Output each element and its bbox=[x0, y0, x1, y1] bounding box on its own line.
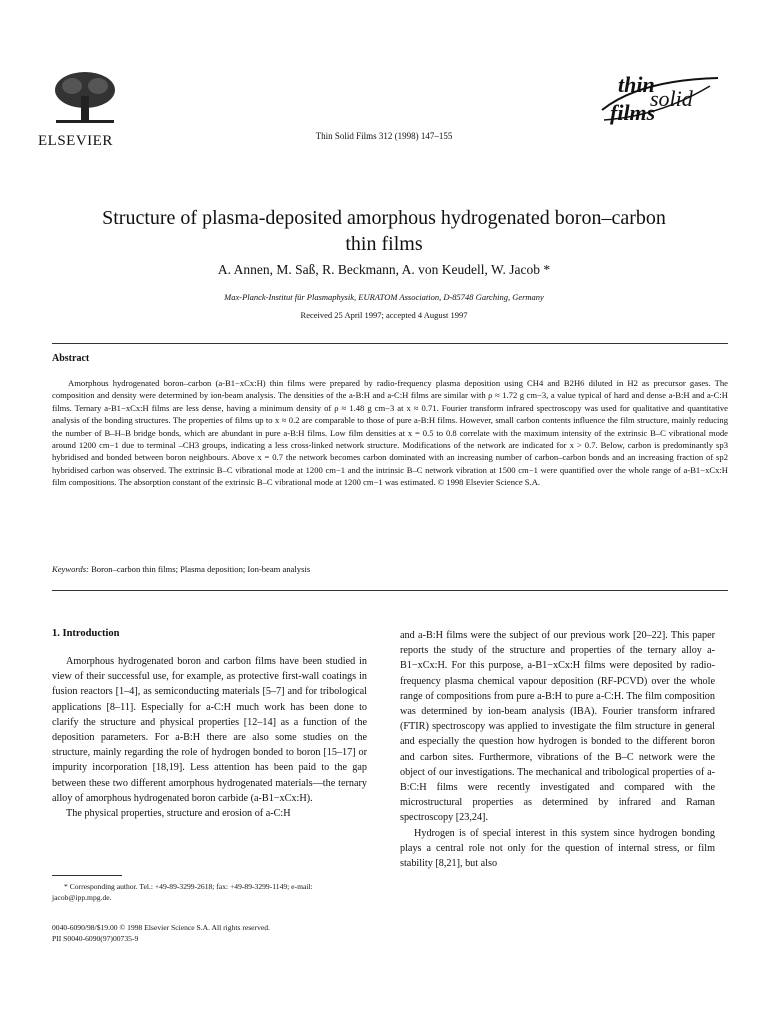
footnote bbox=[52, 881, 370, 903]
pii-line: PII S0040-6090(97)00735-9 bbox=[52, 934, 139, 943]
section-heading-introduction: 1. Introduction bbox=[52, 628, 120, 639]
tree-icon bbox=[52, 70, 118, 126]
intro-paragraph-1: Amorphous hydrogenated boron and carbon films have been studied in view of their successful use, for example, as protective first-wall coatings in fusion reactors [1–4], as semiconducting materials [5–7] and for tribological applications [8–11]. Especially for a-C:H much work has been done to clarify the structure and physical properties [12–14] as a function of the deposition parameters. For a-B:H there are also some studies on the structure, mainly regarding the role of hydrogen bonded to boron [15–17] or impurity incorporation [18,19]. Less attention has been paid to the gap between these two different amorphous hydrogenated materials—the ternary alloy of amorphous hydrogenated boron carbide (a-B1−xCx:H). bbox=[52, 656, 367, 804]
corresponding-author-note: * Corresponding author. Tel.: +49-89-3299-2618; fax: +49-89-3299-1149; e-mail: jacob@ipp.mpg.de. bbox=[52, 882, 313, 902]
column-left bbox=[52, 654, 367, 821]
keywords-label: Keywords: bbox=[52, 564, 89, 574]
journal-logo-word-1: thin bbox=[618, 72, 655, 97]
publisher-name: ELSEVIER bbox=[38, 133, 113, 149]
journal-logo-word-2: solid bbox=[650, 86, 693, 111]
keywords bbox=[52, 564, 728, 574]
journal-logo-word-3: films bbox=[610, 100, 656, 125]
affiliation: Max-Planck-Institut für Plasmaphysik, EURATOM Association, D-85748 Garching, Germany bbox=[224, 292, 544, 302]
copyright-block bbox=[52, 922, 370, 944]
top-rule bbox=[52, 343, 728, 344]
intro-paragraph-4: Hydrogen is of special interest in this system since hydrogen bonding plays a central role not only for the question of internal stress, or film stability [8,21], but also bbox=[400, 827, 715, 870]
authors: A. Annen, M. Saß, R. Beckmann, A. von Keudell, W. Jacob * bbox=[217, 262, 551, 277]
title-line-2: thin films bbox=[345, 233, 423, 255]
column-right bbox=[400, 628, 715, 871]
copyright-line: 0040-6090/98/$19.00 © 1998 Elsevier Science S.A. All rights reserved. bbox=[52, 923, 270, 932]
received-dates: Received 25 April 1997; accepted 4 August 1997 bbox=[300, 310, 468, 320]
keywords-text: Boron–carbon thin films; Plasma deposition; Ion-beam analysis bbox=[91, 564, 311, 574]
bottom-rule bbox=[52, 590, 728, 591]
journal-reference: Thin Solid Films 312 (1998) 147–155 bbox=[315, 131, 453, 141]
title-line-1: Structure of plasma-deposited amorphous hydrogenated boron–carbon bbox=[102, 207, 666, 229]
article-title bbox=[40, 205, 728, 257]
intro-paragraph-2: The physical properties, structure and erosion of a-C:H bbox=[66, 808, 291, 820]
abstract-heading: Abstract bbox=[52, 353, 90, 364]
journal-logo bbox=[600, 72, 722, 128]
intro-paragraph-3: and a-B:H films were the subject of our previous work [20–22]. This paper reports the study of the structure and properties of the ternary alloy a-B1−xCx:H. For this purpose, a-B1−xCx:H films were deposited by radio-frequency plasma chemical vapour deposition (RF-PCVD) over the whole range of compositions from pure a-B:H to pure a-C:H. The film composition was determined by ion-beam analysis (IBA). Fourier transform infrared (FTIR) spectroscopy was applied to investigate the film structure in general and especially the question how hydrogen is bonded to the different boron and carbon sites. Furthermore, vibrations of the B–C network were the object of our investigations. The mechanical and tribological properties of a-B:C:H films were recently investigated and compared with the microstructural properties as determined by infrared and Raman spectroscopy [23,24]. bbox=[400, 630, 715, 824]
abstract-text: Amorphous hydrogenated boron–carbon (a-B1−xCx:H) thin films were prepared by radio-frequency plasma deposition using CH4 and B2H6 diluted in H2 as precursor gases. The composition and density were determined by ion-beam analysis. The densities of the a-B:H and a-C:H films are similar with ρ ≈ 1.72 g cm−3, a value typical of hard and dense a-B:H and a-C:H films. Ternary a-B1−xCx:H films are less dense, having a minimum density of ρ ≈ 1.48 g cm−3 at x ≈ 0.71. Fourier transform infrared spectroscopy was used for qualitative and quantitative analysis of the bonding structures. The properties of films up to x ≈ 0.2 are comparable to those of pure a-B:H films. However, small carbon contents influence the film structure, mainly reducing the number of B–H–B bridge bonds, which are abundant in pure a-B:H films. Low film densities at x = 0.5 to 0.8 correlate with the maximum intensity of the extrinsic B–C vibrational mode around 1200 cm−1 due to terminal –CH3 groups, indicating a less cross-linked network structure. Modifications of the network are indicated for x > 0.7. Below, carbon is predominantly sp3 hybridised and bonded between boron neighbours. Above x = 0.7 the network becomes carbon dominated with an increasing number of carbon–carbon bonds and an increasing fraction of sp2 hybridised carbon was observed. The extrinsic B–C vibrational mode at 1200 cm−1 and the intrinsic B–C network vibration at 1500 cm−1 were quantified over the whole range of a-B1−xCx:H film compositions. The absorption constant of the extrinsic B–C vibrational mode at 1200 cm−1 was estimated. © 1998 Elsevier Science S.A. bbox=[52, 378, 728, 488]
footnote-rule bbox=[52, 875, 122, 876]
